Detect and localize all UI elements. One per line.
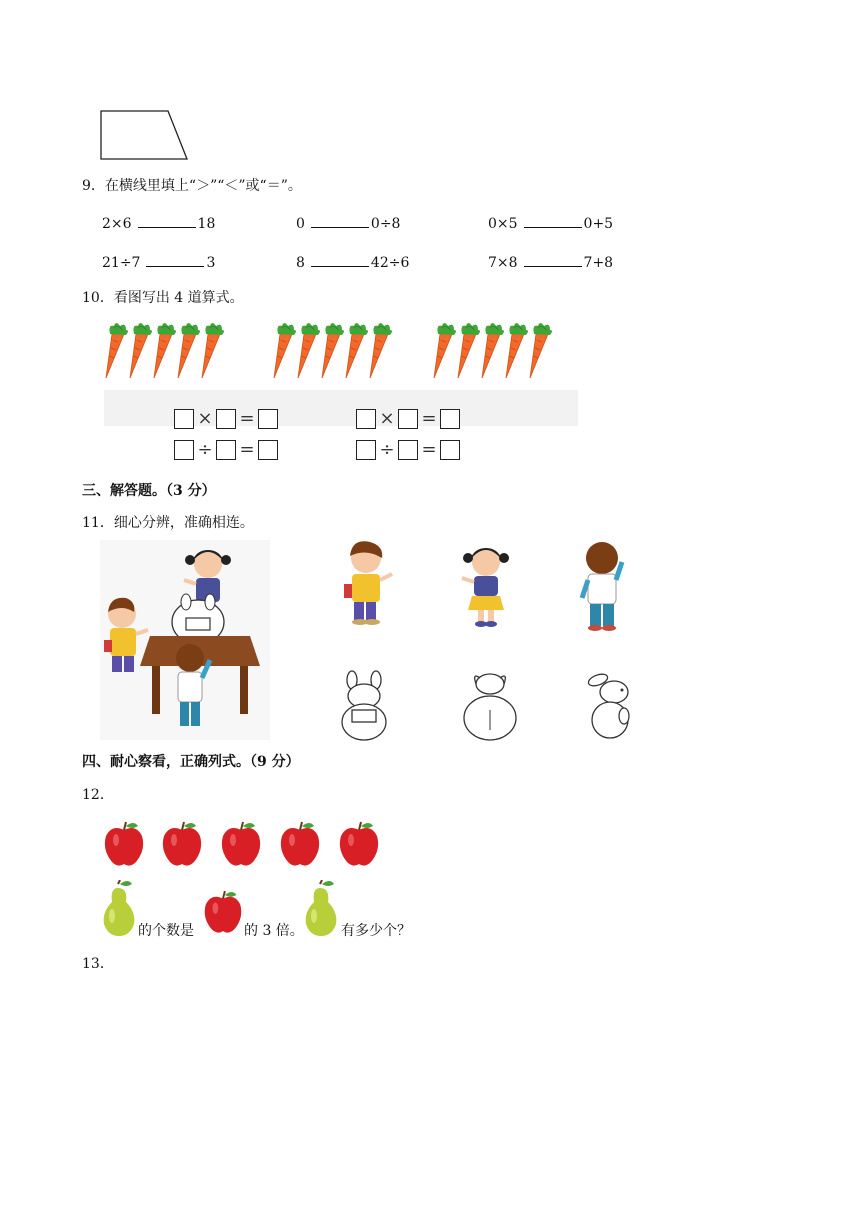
q9-expr-2: 0 0÷8 bbox=[296, 216, 401, 232]
q11-title: 11．细心分辨，准确相连。 bbox=[82, 515, 254, 531]
q9-title: 9．在横线里填上“＞”“＜”或“＝”。 bbox=[82, 178, 302, 194]
apple-icon bbox=[202, 888, 244, 936]
toy-back-view-image bbox=[458, 670, 522, 742]
pear-icon bbox=[100, 880, 138, 938]
answer-blank[interactable] bbox=[524, 254, 582, 267]
q9-expr-5: 8 42÷6 bbox=[296, 255, 410, 271]
answer-blank[interactable] bbox=[311, 215, 369, 228]
q9-expr-6: 7×8 7+8 bbox=[488, 255, 614, 271]
q12-text-1: 的个数是 bbox=[138, 923, 194, 939]
answer-blank[interactable] bbox=[524, 215, 582, 228]
section-3-heading: 三、解答题。（3 分） bbox=[82, 483, 216, 499]
carrot-bunches-image bbox=[100, 318, 580, 382]
answer-blank[interactable] bbox=[311, 254, 369, 267]
toy-front-view-image bbox=[332, 670, 396, 742]
equation-divide-2: ÷ = bbox=[356, 440, 460, 460]
equation-divide-1: ÷ = bbox=[174, 440, 278, 460]
answer-box[interactable] bbox=[356, 409, 376, 429]
q9-expr-3: 0×5 0+5 bbox=[488, 216, 614, 232]
trapezoid-figure bbox=[100, 110, 190, 162]
answer-box[interactable] bbox=[398, 440, 418, 460]
answer-box[interactable] bbox=[440, 409, 460, 429]
answer-box[interactable] bbox=[174, 440, 194, 460]
answer-box[interactable] bbox=[174, 409, 194, 429]
girl-front-view-image bbox=[454, 542, 514, 628]
boy-back-view-image bbox=[576, 540, 632, 632]
five-apples-image bbox=[100, 818, 386, 868]
q9-expr-4: 21÷7 3 bbox=[102, 255, 216, 271]
boy-side-view-image bbox=[338, 540, 398, 626]
answer-box[interactable] bbox=[398, 409, 418, 429]
q10-title: 10．看图写出 4 道算式。 bbox=[82, 290, 244, 306]
equation-multiply-2: × = bbox=[356, 409, 460, 429]
pear-icon bbox=[302, 880, 340, 938]
q13-number: 13． bbox=[82, 956, 114, 972]
children-table-scene-image bbox=[100, 540, 270, 740]
answer-blank[interactable] bbox=[146, 254, 204, 267]
toy-side-view-image bbox=[584, 668, 640, 742]
q12-text-2: 的 3 倍。 bbox=[244, 923, 304, 939]
equation-multiply-1: × = bbox=[174, 409, 278, 429]
answer-box[interactable] bbox=[258, 409, 278, 429]
q12-text-3: 有多少个？ bbox=[341, 923, 411, 939]
answer-box[interactable] bbox=[216, 409, 236, 429]
section-4-heading: 四、耐心察看，正确列式。（9 分） bbox=[82, 754, 300, 770]
answer-box[interactable] bbox=[258, 440, 278, 460]
q12-number: 12． bbox=[82, 787, 114, 803]
answer-box[interactable] bbox=[356, 440, 376, 460]
q9-expr-1: 2×6 18 bbox=[102, 216, 216, 232]
answer-blank[interactable] bbox=[138, 215, 196, 228]
answer-box[interactable] bbox=[440, 440, 460, 460]
answer-box[interactable] bbox=[216, 440, 236, 460]
